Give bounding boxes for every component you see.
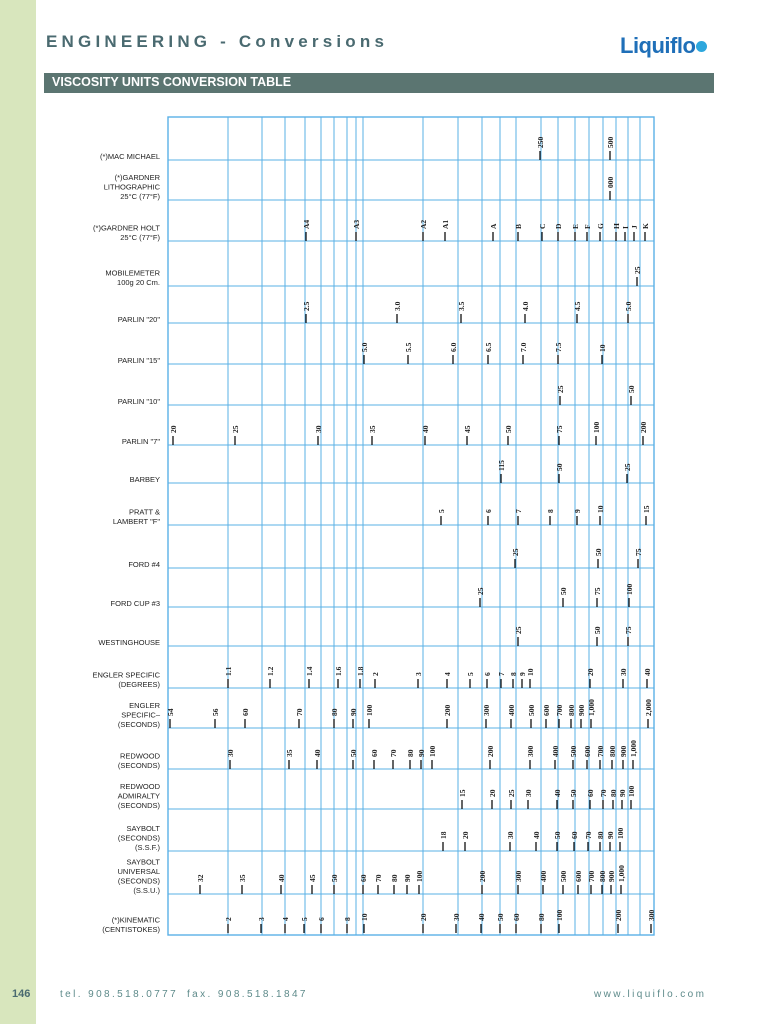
tick-label: 100 — [415, 870, 424, 882]
tick-label: 1,000 — [587, 699, 596, 716]
tick-label: 500 — [606, 136, 615, 148]
tick-label: 90 — [606, 831, 615, 839]
chart-frame — [168, 117, 654, 935]
tick-label: 30 — [314, 425, 323, 433]
tick-label: 800 — [598, 870, 607, 882]
tick-label: 25 — [556, 385, 565, 393]
tick-label: 50 — [504, 425, 513, 433]
row-label: (*)GARDNER HOLT — [93, 223, 160, 233]
tick-label: 250 — [536, 136, 545, 148]
tick-label: 10 — [598, 344, 607, 352]
row-label: (SECONDS) — [117, 720, 160, 729]
tick-label: 200 — [443, 704, 452, 716]
tick-label: J — [630, 225, 639, 229]
tick-label: 8 — [343, 917, 352, 921]
tick-label: 3 — [414, 672, 423, 676]
tick-label: 50 — [330, 874, 339, 882]
tick-label: 80 — [330, 708, 339, 716]
tick-label: 25 — [231, 425, 240, 433]
tick-label: 100 — [616, 827, 625, 839]
row-label: (S.S.U.) — [133, 886, 160, 895]
tick-label: E — [571, 223, 580, 229]
tick-label: 6.5 — [484, 342, 493, 352]
tick-label: 80 — [596, 831, 605, 839]
row-label: SAYBOLT — [126, 857, 160, 867]
tick-label: 3 — [257, 917, 266, 921]
tick-label: 1.6 — [334, 666, 343, 676]
row-label: REDWOOD — [120, 782, 160, 791]
tick-label: 500 — [527, 704, 536, 716]
row-label: FORD CUP #3 — [110, 599, 160, 608]
tick-label: 40 — [532, 831, 541, 839]
tick-label: A3 — [352, 219, 361, 229]
tick-label: 32 — [196, 874, 205, 882]
row-label: UNIVERSAL — [117, 867, 160, 876]
row-label: 25°C (77°F) — [120, 233, 160, 242]
tick-label: 75 — [593, 587, 602, 595]
tick-label: 70 — [295, 708, 304, 716]
tick-label: C — [538, 223, 547, 229]
tick-label: 100 — [627, 785, 636, 797]
tick-label: 300 — [514, 870, 523, 882]
page-title: ENGINEERING - Conversions — [46, 32, 389, 51]
tick-label: 35 — [368, 425, 377, 433]
tick-label: 1,000 — [629, 740, 638, 757]
tick-label: 4.5 — [573, 301, 582, 311]
tick-label: 80 — [390, 874, 399, 882]
tick-label: 300 — [482, 704, 491, 716]
tick-label: 56 — [211, 708, 220, 716]
tick-label: 200 — [614, 909, 623, 921]
tick-label: 700 — [596, 745, 605, 757]
tick-label: 80 — [609, 789, 618, 797]
tick-label: 1,000 — [617, 865, 626, 882]
tick-label: 7 — [514, 509, 523, 513]
tick-label: 50 — [627, 385, 636, 393]
tick-label: 3.5 — [457, 301, 466, 311]
tick-label: 400 — [551, 745, 560, 757]
tick-label: 25 — [633, 266, 642, 274]
tick-label: 35 — [238, 874, 247, 882]
tick-label: 5.0 — [624, 301, 633, 311]
tick-label: 2,000 — [644, 699, 653, 716]
tick-label: 60 — [586, 789, 595, 797]
tick-label: 70 — [389, 749, 398, 757]
tick-label: 40 — [277, 874, 286, 882]
tick-label: 40 — [313, 749, 322, 757]
tick-label: 10 — [360, 913, 369, 921]
tick-label: A4 — [302, 219, 311, 229]
tick-label: 300 — [526, 745, 535, 757]
tick-label: 50 — [569, 789, 578, 797]
tick-label: 000 — [606, 176, 615, 188]
tick-label: 6 — [317, 917, 326, 921]
tick-label: 5.0 — [360, 342, 369, 352]
tick-label: 900 — [619, 745, 628, 757]
footer-telephone: tel. 908.518.0777 — [60, 989, 179, 1000]
tick-label: 1.8 — [356, 666, 365, 676]
tick-label: 2 — [224, 917, 233, 921]
tick-label: 60 — [512, 913, 521, 921]
tick-label: 20 — [169, 425, 178, 433]
banner-title: VISCOSITY UNITS CONVERSION TABLE — [52, 75, 292, 89]
row-label: PRATT & — [129, 507, 160, 517]
tick-label: 600 — [583, 745, 592, 757]
row-label: MOBILEMETER — [105, 268, 160, 278]
tick-label: 200 — [478, 870, 487, 882]
tick-label: 5.5 — [404, 342, 413, 352]
tick-label: 100 — [592, 421, 601, 433]
tick-label: 75 — [555, 425, 564, 433]
tick-label: 30 — [506, 831, 515, 839]
row-label: (SECONDS) — [117, 833, 160, 843]
tick-label: 54 — [166, 708, 175, 716]
tick-label: 90 — [349, 708, 358, 716]
row-label: WESTINGHOUSE — [98, 638, 160, 647]
tick-label: 1.1 — [224, 666, 233, 676]
row-label: SAYBOLT — [126, 824, 160, 833]
tick-label: 8 — [509, 672, 518, 676]
row-label: PARLIN "15" — [117, 356, 160, 365]
tick-label: 35 — [285, 749, 294, 757]
row-label: ADMIRALTY — [117, 791, 160, 801]
logo-text: Liquiflo — [620, 33, 696, 58]
tick-label: 25 — [511, 548, 520, 556]
tick-label: G — [596, 223, 605, 229]
tick-label: 100 — [555, 909, 564, 921]
page-number: 146 — [12, 988, 31, 1000]
tick-label: 70 — [599, 789, 608, 797]
tick-label: 6 — [483, 672, 492, 676]
tick-label: 50 — [559, 587, 568, 595]
tick-label: 50 — [593, 626, 602, 634]
row-label: ENGLER SPECIFIC — [92, 670, 160, 680]
tick-label: 2 — [371, 672, 380, 676]
row-label: BARBEY — [129, 475, 160, 484]
row-label: (*)KINEMATIC — [111, 915, 160, 925]
row-label: LITHOGRAPHIC — [103, 182, 160, 192]
tick-label: 40 — [421, 425, 430, 433]
tick-label: 30 — [619, 668, 628, 676]
tick-label: 800 — [567, 704, 576, 716]
tick-label: 50 — [553, 831, 562, 839]
tick-label: 40 — [643, 668, 652, 676]
tick-label: 7 — [497, 672, 506, 676]
tick-label: 9 — [573, 509, 582, 513]
tick-label: 25 — [507, 789, 516, 797]
tick-label: 70 — [374, 874, 383, 882]
tick-label: 50 — [555, 463, 564, 471]
row-label: ENGLER — [129, 701, 160, 710]
tick-label: 30 — [524, 789, 533, 797]
tick-label: 900 — [607, 870, 616, 882]
tick-label: 15 — [458, 789, 467, 797]
tick-label: 1.4 — [305, 666, 314, 676]
tick-label: 45 — [308, 874, 317, 882]
tick-label: 60 — [370, 749, 379, 757]
tick-label: D — [554, 223, 563, 229]
tick-label: 7.5 — [554, 342, 563, 352]
row-label: (CENTISTOKES) — [102, 925, 160, 934]
tick-label: 18 — [439, 831, 448, 839]
row-label: (SECONDS) — [117, 761, 160, 770]
row-label: FORD #4 — [128, 560, 160, 569]
tick-label: 200 — [486, 745, 495, 757]
tick-label: 50 — [349, 749, 358, 757]
tick-label: I — [621, 226, 630, 229]
tick-label: 8 — [546, 509, 555, 513]
tick-label: 40 — [477, 913, 486, 921]
tick-label: 15 — [642, 505, 651, 513]
tick-label: 80 — [406, 749, 415, 757]
tick-label: 100 — [428, 745, 437, 757]
tick-label: 1.2 — [266, 666, 275, 676]
tick-label: 4 — [443, 672, 452, 676]
row-label: 100g 20 Cm. — [117, 278, 160, 287]
tick-label: A — [489, 223, 498, 229]
tick-label: 45 — [463, 425, 472, 433]
row-label: (SECONDS) — [117, 801, 160, 810]
tick-label: 100 — [625, 583, 634, 595]
tick-label: 900 — [577, 704, 586, 716]
tick-label: 400 — [539, 870, 548, 882]
tick-label: 60 — [359, 874, 368, 882]
tick-label: 7.0 — [519, 342, 528, 352]
tick-label: 90 — [403, 874, 412, 882]
tick-label: 75 — [634, 548, 643, 556]
row-label: (*)MAC MICHAEL — [99, 152, 160, 161]
tick-label: A1 — [441, 219, 450, 229]
tick-label: 30 — [226, 749, 235, 757]
tick-label: 40 — [553, 789, 562, 797]
row-label: (DEGREES) — [118, 680, 160, 689]
row-label: (*)GARDNER — [114, 173, 160, 182]
tick-label: A2 — [419, 219, 428, 229]
tick-label: 20 — [586, 668, 595, 676]
tick-label: 500 — [559, 870, 568, 882]
tick-label: 4.0 — [521, 301, 530, 311]
tick-label: 700 — [587, 870, 596, 882]
tick-label: 60 — [570, 831, 579, 839]
row-label: PARLIN "20" — [117, 315, 160, 324]
tick-label: 90 — [618, 789, 627, 797]
row-label: SPECIFIC– — [121, 710, 160, 720]
row-label: PARLIN "10" — [117, 397, 160, 406]
tick-label: K — [641, 223, 650, 229]
tick-label: 500 — [569, 745, 578, 757]
tick-label: 2.5 — [302, 301, 311, 311]
tick-label: 10 — [596, 505, 605, 513]
tick-label: 60 — [241, 708, 250, 716]
tick-label: 4 — [281, 917, 290, 921]
footer-website: www.liquiflo.com — [594, 989, 707, 1000]
row-label: REDWOOD — [120, 751, 160, 761]
tick-label: 115 — [497, 460, 506, 471]
tick-label: 80 — [537, 913, 546, 921]
row-label: (S.S.F.) — [134, 843, 160, 852]
tick-label: 75 — [624, 626, 633, 634]
row-label: PARLIN "7" — [121, 437, 160, 446]
tick-label: 25 — [623, 463, 632, 471]
tick-label: 5 — [466, 672, 475, 676]
tick-label: 800 — [608, 745, 617, 757]
tick-label: H — [612, 223, 621, 229]
row-label: (SECONDS) — [117, 876, 160, 886]
tick-label: 200 — [639, 421, 648, 433]
tick-label: 400 — [507, 704, 516, 716]
tick-label: 5 — [437, 509, 446, 513]
tick-label: 50 — [594, 548, 603, 556]
tick-label: 600 — [542, 704, 551, 716]
tick-label: 90 — [417, 749, 426, 757]
tick-label: 20 — [419, 913, 428, 921]
tick-label: F — [583, 224, 592, 229]
tick-label: 100 — [365, 704, 374, 716]
tick-label: 10 — [526, 668, 535, 676]
tick-label: 25 — [476, 587, 485, 595]
tick-label: 20 — [461, 831, 470, 839]
tick-label: 20 — [488, 789, 497, 797]
tick-label: 25 — [514, 626, 523, 634]
tick-label: 9 — [518, 672, 527, 676]
tick-label: 6.0 — [449, 342, 458, 352]
tick-label: 30 — [452, 913, 461, 921]
tick-label: B — [514, 223, 523, 229]
tick-label: 600 — [574, 870, 583, 882]
tick-label: 300 — [647, 909, 656, 921]
tick-label: 3.0 — [393, 301, 402, 311]
tick-label: 70 — [584, 831, 593, 839]
tick-label: 700 — [555, 704, 564, 716]
tick-label: 50 — [496, 913, 505, 921]
row-label: 25°C (77°F) — [120, 192, 160, 201]
footer-fax: fax. 908.518.1847 — [187, 989, 308, 1000]
tick-label: 6 — [484, 509, 493, 513]
row-label: LAMBERT "F" — [112, 517, 160, 526]
tick-label: 5 — [300, 917, 309, 921]
